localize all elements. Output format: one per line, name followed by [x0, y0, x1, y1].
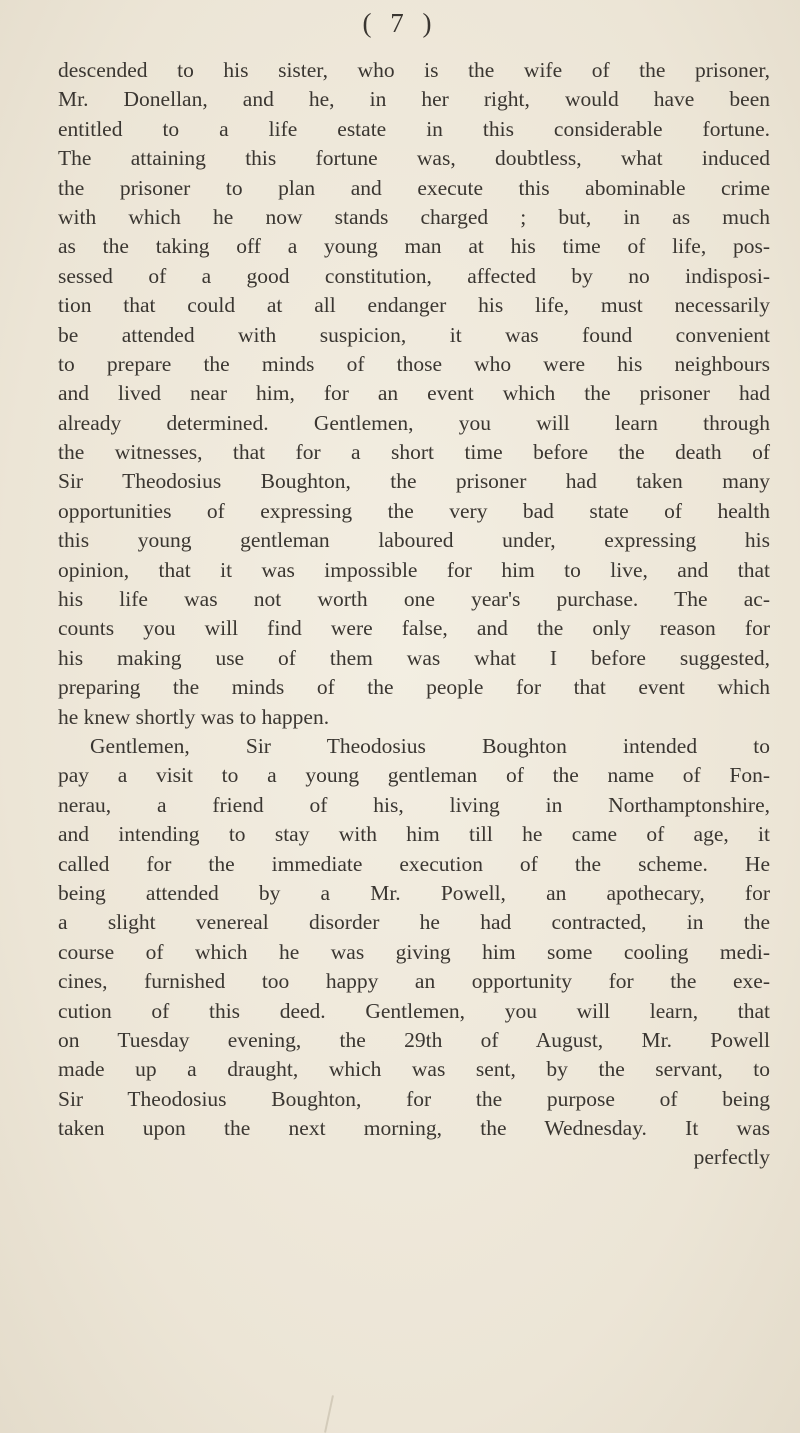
text-line: as the taking off a young man at his time of life, pos- — [58, 234, 770, 259]
text-line: preparing the minds of the people for that event which — [58, 675, 770, 700]
text-line: opportunities of expressing the very bad state of health — [58, 498, 770, 523]
text-line: taken upon the next morning, the Wednesday. It was — [58, 1116, 770, 1141]
text-line: his life was not worth one year's purchase. The ac- — [58, 587, 770, 612]
text-line: Sir Theodosius Boughton, for the purpose of being — [58, 1086, 770, 1111]
text-line: cution of this deed. Gentlemen, you will learn, that — [58, 998, 770, 1023]
text-line: tion that could at all endanger his life, must necessarily — [58, 293, 770, 318]
text-line: be attended with suspicion, it was found convenient — [58, 322, 770, 347]
text-line: a slight venereal disorder he had contracted, in the — [58, 910, 770, 935]
text-line: the witnesses, that for a short time before the death of — [58, 440, 770, 465]
text-line: course of which he was giving him some cooling medi- — [58, 939, 770, 964]
paragraph-start-line: Gentlemen, Sir Theodosius Boughton intended to — [90, 733, 770, 758]
text-line: nerau, a friend of his, living in Northamptonshire, — [58, 792, 770, 817]
body-text — [58, 56, 770, 1173]
catchword: perfectly — [693, 1145, 770, 1170]
text-line: this young gentleman laboured under, expressing his — [58, 528, 770, 553]
text-line: entitled to a life estate in this considerable fortune. — [58, 116, 770, 141]
text-line: and lived near him, for an event which the prisoner had — [58, 381, 770, 406]
text-line: sessed of a good constitution, affected by no indisposi- — [58, 263, 770, 288]
text-line: counts you will find were false, and the only reason for — [58, 616, 770, 641]
text-line: on Tuesday evening, the 29th of August, Mr. Powell — [58, 1027, 770, 1052]
text-line: called for the immediate execution of the scheme. He — [58, 851, 770, 876]
text-line: his making use of them was what I before suggested, — [58, 645, 770, 670]
text-line: the prisoner to plan and execute this abominable crime — [58, 175, 770, 200]
text-line: opinion, that it was impossible for him to live, and that — [58, 557, 770, 582]
text-line: Sir Theodosius Boughton, the prisoner had taken many — [58, 469, 770, 494]
text-line: being attended by a Mr. Powell, an apothecary, for — [58, 880, 770, 905]
text-line: to prepare the minds of those who were his neighbours — [58, 351, 770, 376]
text-line: pay a visit to a young gentleman of the name of Fon- — [58, 763, 770, 788]
text-line: descended to his sister, who is the wife of the prisoner, — [58, 58, 770, 82]
paragraph-end-line: he knew shortly was to happen. — [58, 704, 330, 729]
page-number: ( 7 ) — [362, 8, 438, 38]
text-line: already determined. Gentlemen, you will learn through — [58, 410, 770, 435]
text-line: cines, furnished too happy an opportunity for the exe- — [58, 969, 770, 994]
paper-crease — [324, 1395, 334, 1433]
text-line: made up a draught, which was sent, by the servant, to — [58, 1057, 770, 1082]
text-line: The attaining this fortune was, doubtless, what induced — [58, 146, 770, 171]
text-line: Mr. Donellan, and he, in her right, would have been — [58, 87, 770, 112]
text-line: with which he now stands charged ; but, in as much — [58, 204, 770, 229]
text-line: and intending to stay with him till he came of age, it — [58, 822, 770, 847]
